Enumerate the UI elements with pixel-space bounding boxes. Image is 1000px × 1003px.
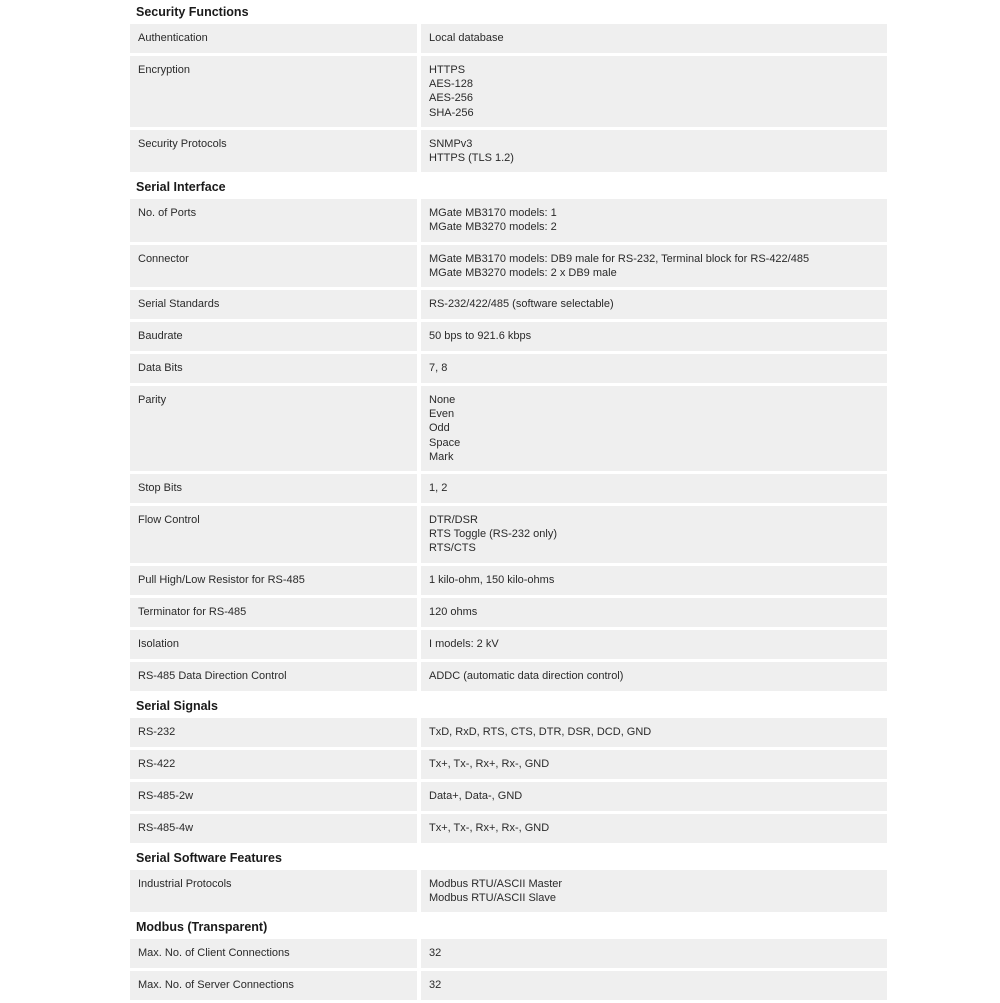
spec-value-line: 7, 8: [429, 361, 448, 374]
spec-value: [421, 290, 887, 319]
spec-value-line: 1 kilo-ohm, 150 kilo-ohms: [429, 573, 555, 586]
spec-value-line: RTS Toggle (RS-232 only): [429, 528, 557, 541]
spec-value-line: SHA-256: [429, 106, 474, 119]
spec-value: [421, 474, 887, 503]
spec-value-line: Tx+, Tx-, Rx+, Rx-, GND: [429, 757, 550, 770]
spec-value-line: DTR/DSR: [429, 513, 478, 526]
spec-value: [421, 24, 887, 53]
spec-value-line: 32: [429, 978, 442, 991]
spec-value-line: MGate MB3270 models: 2: [429, 221, 557, 234]
spec-row: [130, 782, 887, 811]
spec-value-line: Mark: [429, 450, 454, 463]
spec-row: [130, 566, 887, 595]
spec-value-line: I models: 2 kV: [429, 637, 499, 650]
spec-value: [421, 782, 887, 811]
spec-sheet: [130, 0, 887, 1003]
spec-value-line: 32: [429, 946, 442, 959]
spec-row: [130, 718, 887, 747]
spec-value-line: None: [429, 393, 456, 406]
section-title: Serial Software Features: [136, 850, 282, 865]
spec-value-line: 1, 2: [429, 481, 448, 494]
spec-row: [130, 506, 887, 563]
spec-value-line: RS-232/422/485 (software selectable): [429, 297, 614, 310]
spec-value: [421, 245, 887, 287]
spec-label: RS-485 Data Direction Control: [130, 662, 417, 691]
spec-row: [130, 354, 887, 383]
spec-label: RS-485-4w: [130, 814, 417, 843]
spec-value-line: HTTPS (TLS 1.2): [429, 152, 514, 164]
spec-row: [130, 199, 887, 241]
spec-label: Data Bits: [130, 354, 417, 383]
spec-label: Max. No. of Client Connections: [130, 939, 417, 968]
spec-row: [130, 245, 887, 287]
spec-value: [421, 814, 887, 843]
spec-label: Connector: [130, 245, 417, 287]
spec-label: Encryption: [130, 56, 417, 127]
section-title: Serial Signals: [136, 698, 218, 713]
spec-row: [130, 56, 887, 127]
spec-value: [421, 870, 887, 912]
spec-section: [130, 0, 887, 172]
spec-value-line: Space: [429, 436, 461, 449]
spec-value-line: AES-128: [429, 78, 474, 91]
spec-label: Authentication: [130, 24, 417, 53]
spec-row: [130, 814, 887, 843]
spec-value-line: HTTPS: [429, 64, 466, 76]
spec-value-line: Modbus RTU/ASCII Master: [429, 877, 563, 890]
spec-row: [130, 750, 887, 779]
spec-value: [421, 630, 887, 659]
spec-value-line: 50 bps to 921.6 kbps: [429, 329, 532, 342]
spec-label: Flow Control: [130, 506, 417, 563]
spec-value-line: SNMPv3: [429, 137, 473, 150]
spec-label: RS-422: [130, 750, 417, 779]
spec-value-line: Modbus RTU/ASCII Slave: [429, 891, 556, 904]
spec-value-line: Tx+, Tx-, Rx+, Rx-, GND: [429, 821, 550, 834]
spec-label: Terminator for RS-485: [130, 598, 417, 627]
section-title: Security Functions: [136, 5, 249, 19]
spec-value-line: MGate MB3170 models: 1: [429, 207, 557, 220]
spec-value: [421, 199, 887, 241]
spec-value: [421, 598, 887, 627]
spec-label: RS-232: [130, 718, 417, 747]
spec-value-line: Odd: [429, 422, 450, 435]
spec-label: Baudrate: [130, 322, 417, 351]
spec-value: [421, 130, 887, 172]
spec-row: [130, 322, 887, 351]
spec-label: Security Protocols: [130, 130, 417, 172]
spec-value-line: Even: [429, 408, 455, 421]
spec-row: [130, 598, 887, 627]
spec-value: [421, 939, 887, 968]
spec-section: [130, 694, 887, 843]
spec-value: [421, 662, 887, 691]
spec-row: [130, 386, 887, 471]
spec-row: [130, 971, 887, 1000]
spec-value-line: ADDC (automatic data direction control): [429, 669, 624, 682]
spec-value: [421, 718, 887, 747]
spec-row: [130, 870, 887, 912]
spec-section: [130, 915, 887, 1000]
spec-row: [130, 24, 887, 53]
spec-section: [130, 175, 887, 690]
spec-value-line: Local database: [429, 32, 504, 44]
spec-row: [130, 474, 887, 503]
spec-value: [421, 506, 887, 563]
spec-label: RS-485-2w: [130, 782, 417, 811]
spec-row: [130, 939, 887, 968]
spec-label: Isolation: [130, 630, 417, 659]
spec-value: [421, 750, 887, 779]
spec-value-line: TxD, RxD, RTS, CTS, DTR, DSR, DCD, GND: [429, 725, 652, 738]
spec-row: [130, 130, 887, 172]
spec-row: [130, 290, 887, 319]
spec-section: [130, 846, 887, 912]
spec-label: Max. No. of Server Connections: [130, 971, 417, 1000]
spec-label: Parity: [130, 386, 417, 471]
spec-value-line: RTS/CTS: [429, 542, 476, 555]
spec-value: [421, 56, 887, 127]
spec-value-line: 120 ohms: [429, 605, 478, 618]
spec-value-line: Data+, Data-, GND: [429, 789, 523, 802]
spec-value: [421, 386, 887, 471]
spec-value: [421, 322, 887, 351]
spec-value-line: MGate MB3170 models: DB9 male for RS-232, Terminal block for RS-422/485: [429, 252, 810, 265]
spec-value: [421, 354, 887, 383]
spec-label: Pull High/Low Resistor for RS-485: [130, 566, 417, 595]
spec-label: Serial Standards: [130, 290, 417, 319]
spec-row: [130, 630, 887, 659]
spec-label: No. of Ports: [130, 199, 417, 241]
spec-label: Stop Bits: [130, 474, 417, 503]
section-title: Serial Interface: [136, 180, 226, 195]
spec-value-line: AES-256: [429, 92, 474, 105]
section-title: Modbus (Transparent): [136, 919, 268, 934]
spec-row: [130, 662, 887, 691]
spec-value: [421, 971, 887, 1000]
spec-value: [421, 566, 887, 595]
spec-value-line: MGate MB3270 models: 2 x DB9 male: [429, 266, 617, 279]
spec-label: Industrial Protocols: [130, 870, 417, 912]
